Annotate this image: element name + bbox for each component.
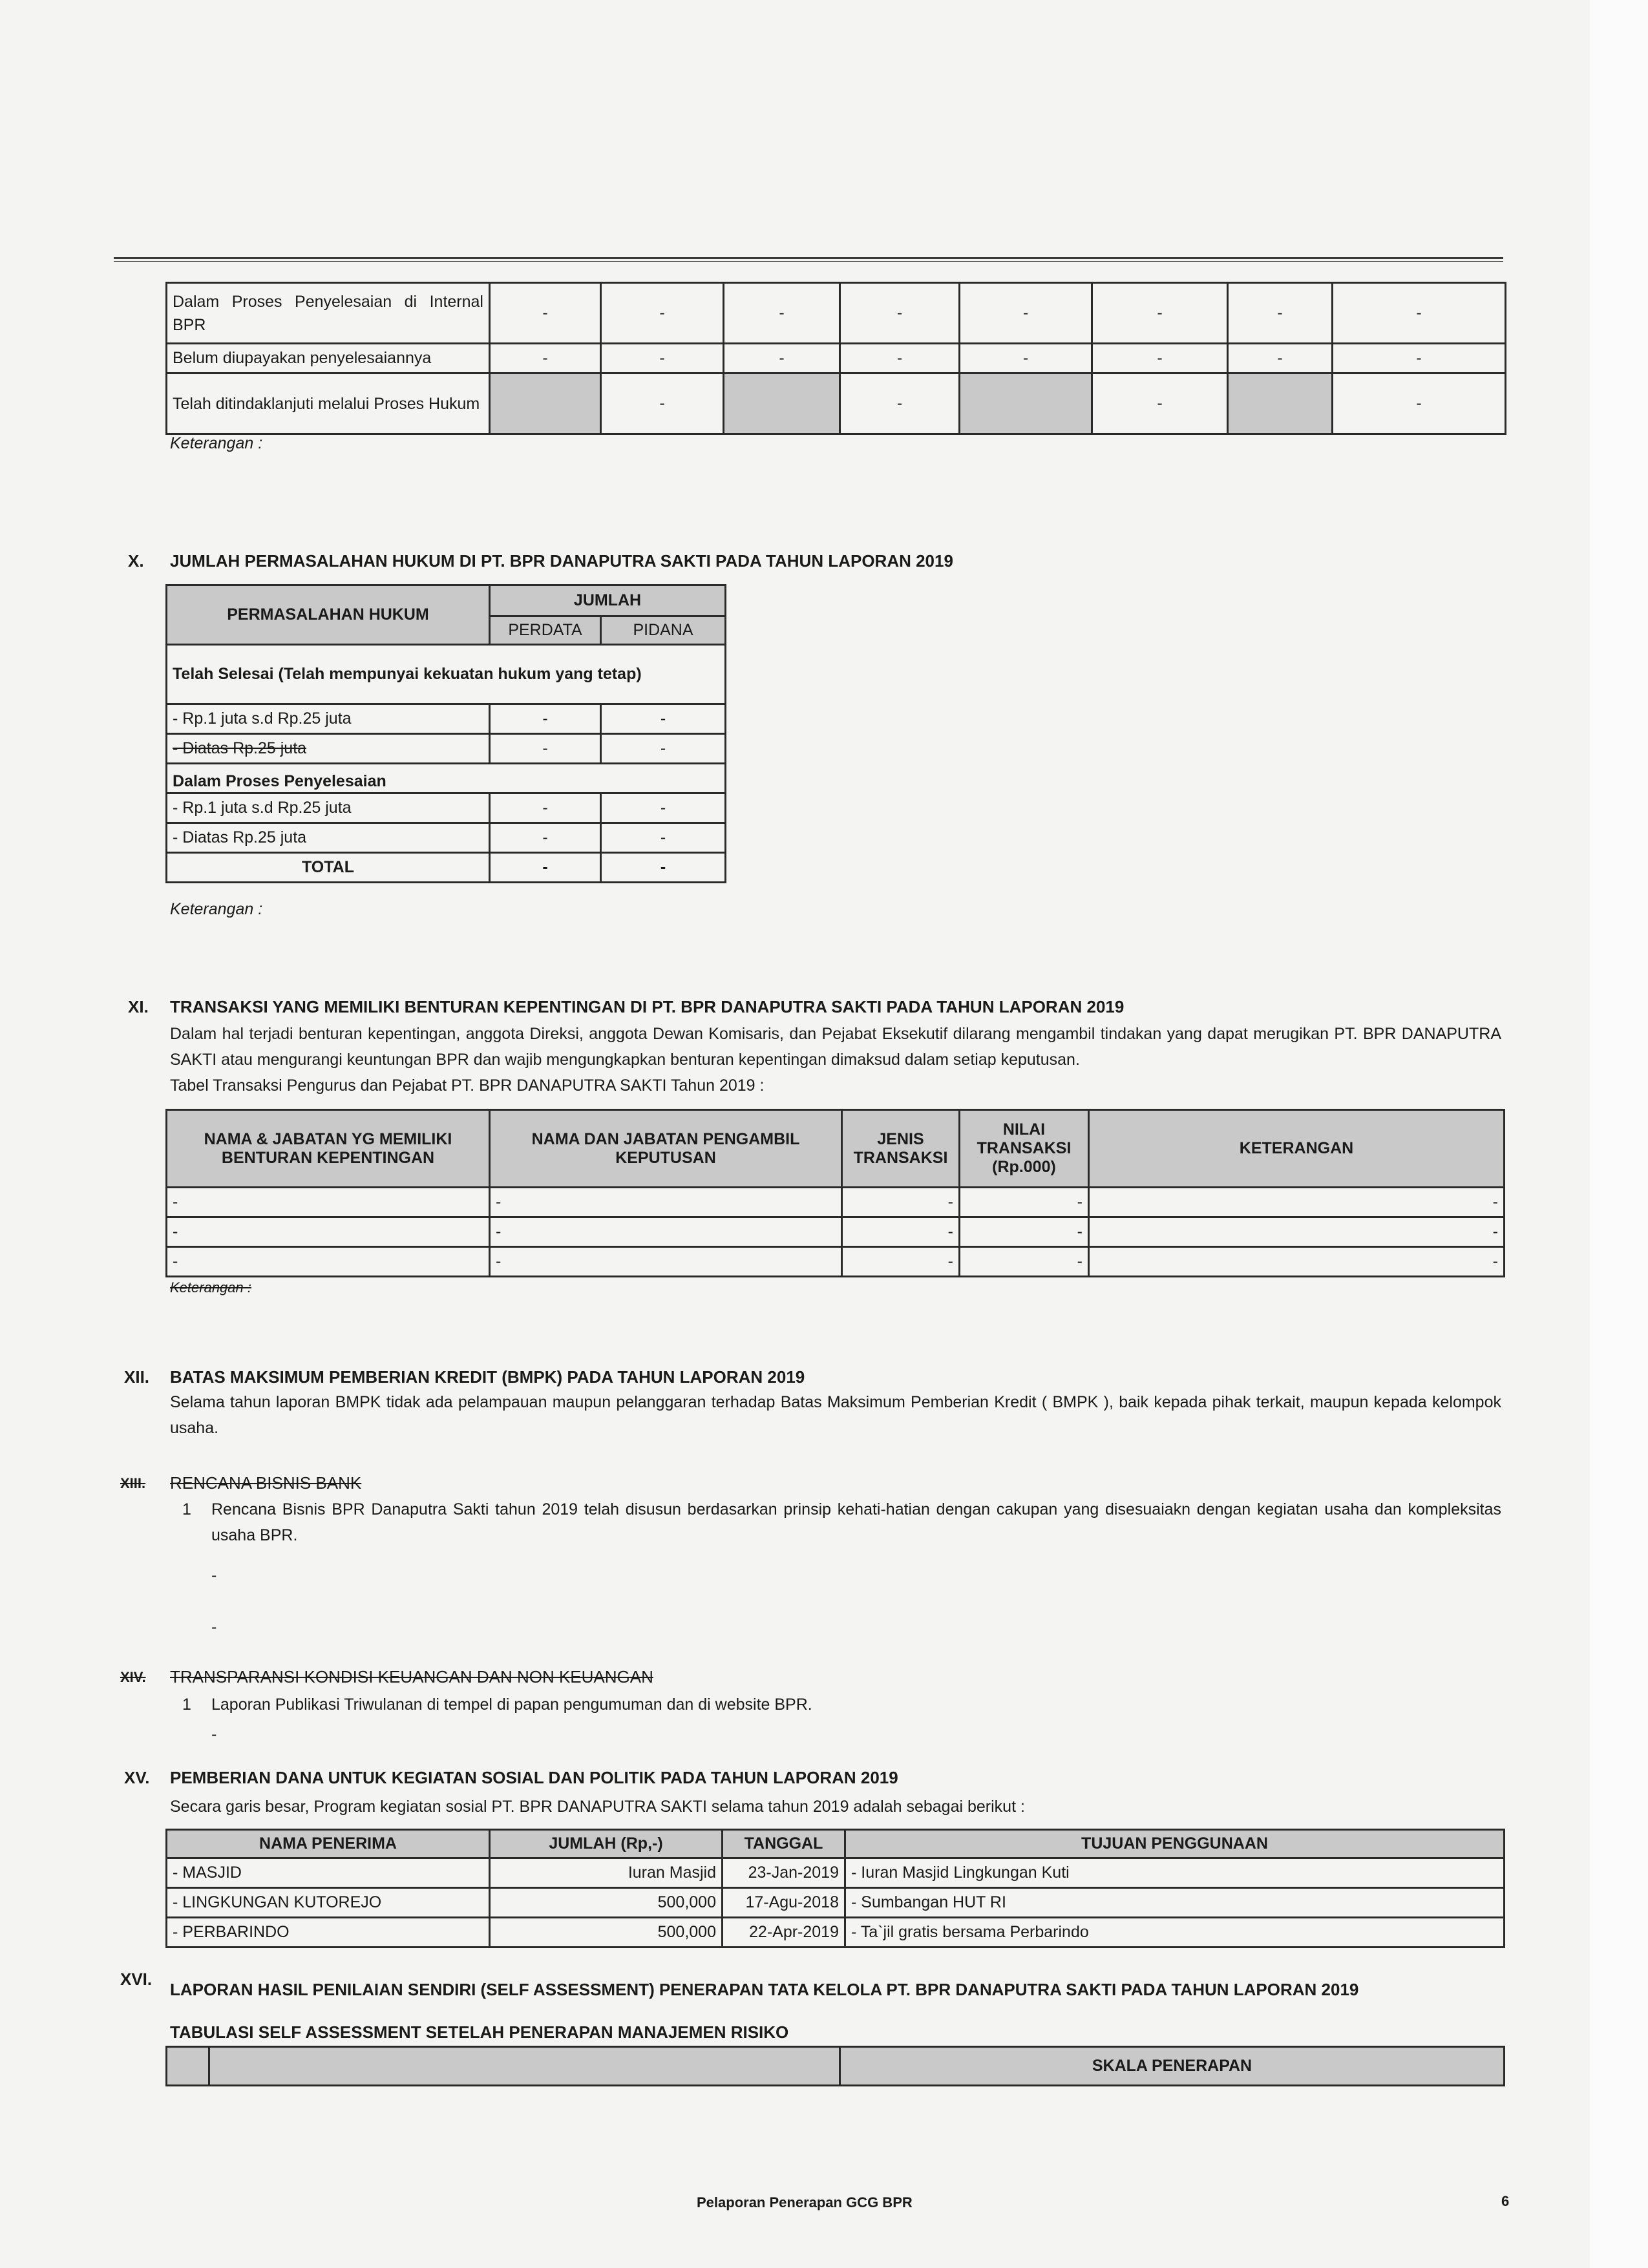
section-title: RENCANA BISNIS BANK (170, 1473, 362, 1493)
cell: - Iuran Masjid Lingkungan Kuti (845, 1858, 1505, 1888)
legal-status-table (165, 282, 1506, 435)
cell: Iuran Masjid (490, 1858, 723, 1888)
column-header: SKALA PENERAPAN (840, 2047, 1505, 2086)
cell: - (724, 283, 840, 344)
shaded-cell (724, 373, 840, 434)
cell: - (840, 344, 960, 373)
table-row (167, 1188, 1505, 1217)
section-number: XV. (124, 1768, 150, 1787)
dash-item: - (211, 1566, 217, 1584)
cell: - (842, 1188, 960, 1217)
table-row (167, 1888, 1505, 1918)
cell (209, 2047, 840, 2086)
column-header: NAMA & JABATAN YG MEMILIKI BENTURAN KEPENTINGAN (167, 1110, 490, 1188)
cell: - (1089, 1247, 1505, 1277)
row-label: - Rp.1 juta s.d Rp.25 juta (167, 793, 490, 823)
table-row (167, 1217, 1505, 1247)
section-title: TRANSPARANSI KONDISI KEUANGAN DAN NON KEUANGAN (170, 1667, 653, 1686)
column-header: JUMLAH (490, 585, 726, 616)
cell: - (1228, 344, 1333, 373)
total-row (167, 853, 726, 883)
self-assessment-table (165, 2046, 1505, 2086)
section-number: XI. (128, 997, 149, 1016)
header-rule (114, 257, 1503, 259)
cell: 500,000 (490, 1918, 723, 1948)
cell: - (601, 734, 726, 764)
cell: - (490, 823, 601, 853)
cell: - (1092, 283, 1228, 344)
cell: - (960, 1247, 1089, 1277)
table-row (167, 1247, 1505, 1277)
cell: - (960, 344, 1092, 373)
section-title: BATAS MAKSIMUM PEMBERIAN KREDIT (BMPK) PADA TAHUN LAPORAN 2019 (170, 1367, 805, 1387)
section-title: JUMLAH PERMASALAHAN HUKUM DI PT. BPR DANAPUTRA SAKTI PADA TAHUN LAPORAN 2019 (170, 551, 953, 571)
cell: - (1333, 373, 1506, 434)
row-label: Telah ditindaklanjuti melalui Proses Hukum (167, 373, 490, 434)
section-number: XII. (124, 1367, 150, 1387)
table-row (167, 793, 726, 823)
cell: - (601, 283, 724, 344)
dash-item: - (211, 1725, 217, 1743)
cell: - (490, 1247, 842, 1277)
row-label: - Rp.1 juta s.d Rp.25 juta (167, 704, 490, 734)
cell: - (960, 283, 1092, 344)
paragraph: Tabel Transaksi Pengurus dan Pejabat PT. BPR DANAPUTRA SAKTI Tahun 2019 : (170, 1076, 765, 1095)
cell: - (490, 344, 601, 373)
cell: - (167, 1188, 490, 1217)
cell: - (1228, 283, 1333, 344)
cell: 500,000 (490, 1888, 723, 1918)
group-title: Telah Selesai (Telah mempunyai kekuatan hukum yang tetap) (167, 645, 726, 704)
cell: - (842, 1217, 960, 1247)
note-label: Keterangan : (170, 900, 263, 918)
column-header: PERMASALAHAN HUKUM (167, 585, 490, 645)
cell: - LINGKUNGAN KUTOREJO (167, 1888, 490, 1918)
shaded-cell (490, 373, 601, 434)
row-label: - Diatas Rp.25 juta (167, 823, 490, 853)
row-label: Dalam Proses Penyelesaian di Internal BPR (167, 283, 490, 344)
cell: - (1333, 344, 1506, 373)
cell: - (490, 704, 601, 734)
legal-issues-table (165, 584, 726, 883)
paragraph: Dalam hal terjadi benturan kepentingan, anggota Direksi, anggota Dewan Komisaris, dan Pejabat Eksekutif dilarang mengambil tindakan yang dapat merugikan PT. BPR DANAPUTRA SAKTI atau mengurangi keuntungan BPR dan wajib mengungkapkan benturan kepentingan dimaksud dalam setiap keputusan. (170, 1025, 1501, 1069)
cell: - (490, 853, 601, 883)
item-number: 1 (182, 1500, 191, 1518)
cell: - (1092, 373, 1228, 434)
cell: - (490, 793, 601, 823)
cell: - (490, 1217, 842, 1247)
cell (167, 2047, 209, 2086)
paragraph: Secara garis besar, Program kegiatan sosial PT. BPR DANAPUTRA SAKTI selama tahun 2019 adalah sebagai berikut : (170, 1798, 1025, 1816)
row-label: - Diatas Rp.25 juta (167, 734, 490, 764)
column-header: TUJUAN PENGGUNAAN (845, 1830, 1505, 1858)
page-edge (1590, 0, 1648, 2268)
total-label: TOTAL (167, 853, 490, 883)
table-row (167, 1918, 1505, 1948)
table-row (167, 1858, 1505, 1888)
table-row (167, 344, 1506, 373)
cell: - MASJID (167, 1858, 490, 1888)
table-row (167, 283, 1506, 344)
group-title: Dalam Proses Penyelesaian (167, 764, 726, 793)
shaded-cell (1228, 373, 1333, 434)
cell: - (601, 823, 726, 853)
cell: 23-Jan-2019 (723, 1858, 845, 1888)
section-title: LAPORAN HASIL PENILAIAN SENDIRI (SELF ASSESSMENT) PENERAPAN TATA KELOLA PT. BPR DANAPUTRA SAKTI PADA TAHUN LAPORAN 2019 (170, 1980, 1359, 1999)
column-header: JUMLAH (Rp,-) (490, 1830, 723, 1858)
cell: - (490, 734, 601, 764)
cell: - (840, 283, 960, 344)
section-number: X. (128, 551, 144, 571)
cell: 17-Agu-2018 (723, 1888, 845, 1918)
cell: - (490, 1188, 842, 1217)
header-rule-thin (114, 261, 1503, 262)
cell: - (960, 1188, 1089, 1217)
cell: - (601, 704, 726, 734)
column-header: TANGGAL (723, 1830, 845, 1858)
column-header: PERDATA (490, 616, 601, 645)
social-funding-table (165, 1829, 1505, 1948)
section-number: XVI. (120, 1969, 153, 1989)
cell: - (842, 1247, 960, 1277)
column-header: JENIS TRANSAKSI (842, 1110, 960, 1188)
footer-title: Pelaporan Penerapan GCG BPR (697, 2194, 913, 2210)
column-header: KETERANGAN (1089, 1110, 1505, 1188)
note-label: Keterangan : (170, 1279, 251, 1296)
paragraph: Selama tahun laporan BMPK tidak ada pelampauan maupun pelanggaran terhadap Batas Maksimum Pemberian Kredit ( BMPK ), baik kepada pihak terkait, maupun kepada kelompok usaha. (170, 1393, 1501, 1437)
item-number: 1 (182, 1696, 191, 1714)
note-label: Keterangan : (170, 434, 263, 452)
cell: - (167, 1247, 490, 1277)
table-row (167, 823, 726, 853)
cell: - (601, 793, 726, 823)
page-number: 6 (1501, 2193, 1510, 2209)
cell: - (1333, 283, 1506, 344)
section-number: XIII. (120, 1475, 146, 1491)
cell: - (1089, 1217, 1505, 1247)
cell: - (960, 1217, 1089, 1247)
dash-item: - (211, 1618, 217, 1636)
cell: - (840, 373, 960, 434)
column-header: NAMA PENERIMA (167, 1830, 490, 1858)
row-label: Belum diupayakan penyelesaiannya (167, 344, 490, 373)
table-row (167, 704, 726, 734)
cell: - (601, 853, 726, 883)
cell: 22-Apr-2019 (723, 1918, 845, 1948)
table-row (167, 373, 1506, 434)
cell: - Ta`jil gratis bersama Perbarindo (845, 1918, 1505, 1948)
shaded-cell (960, 373, 1092, 434)
cell: - (601, 344, 724, 373)
paragraph: Laporan Publikasi Triwulanan di tempel di papan pengumuman dan di website BPR. (211, 1696, 812, 1714)
section-subtitle: TABULASI SELF ASSESSMENT SETELAH PENERAPAN MANAJEMEN RISIKO (170, 2022, 789, 2042)
cell: - (724, 344, 840, 373)
table-row (167, 734, 726, 764)
cell: - (1089, 1188, 1505, 1217)
conflict-of-interest-table (165, 1109, 1505, 1277)
column-header: PIDANA (601, 616, 726, 645)
cell: - (167, 1217, 490, 1247)
column-header: NILAI TRANSAKSI (Rp.000) (960, 1110, 1089, 1188)
section-number: XIV. (120, 1669, 146, 1685)
cell: - Sumbangan HUT RI (845, 1888, 1505, 1918)
cell: - (1092, 344, 1228, 373)
section-title: PEMBERIAN DANA UNTUK KEGIATAN SOSIAL DAN POLITIK PADA TAHUN LAPORAN 2019 (170, 1768, 898, 1787)
cell: - (601, 373, 724, 434)
section-title: TRANSAKSI YANG MEMILIKI BENTURAN KEPENTINGAN DI PT. BPR DANAPUTRA SAKTI PADA TAHUN LAPORAN 2019 (170, 997, 1125, 1016)
column-header: NAMA DAN JABATAN PENGAMBIL KEPUTUSAN (490, 1110, 842, 1188)
cell: - (490, 283, 601, 344)
paragraph: Rencana Bisnis BPR Danaputra Sakti tahun 2019 telah disusun berdasarkan prinsip kehati-hatian dengan cakupan yang disesuaiakn dengan kegiatan usaha dan kompleksitas usaha BPR. (211, 1500, 1501, 1544)
cell: - PERBARINDO (167, 1918, 490, 1948)
